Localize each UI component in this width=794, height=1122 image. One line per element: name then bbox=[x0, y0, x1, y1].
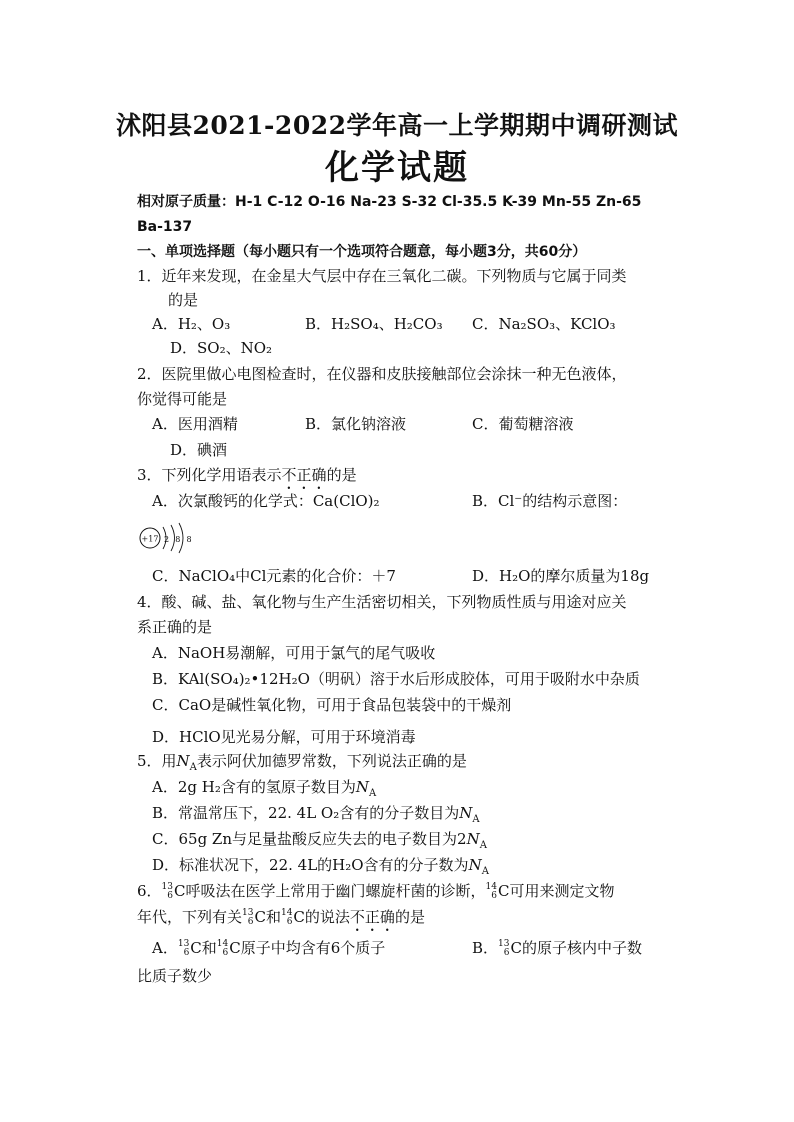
atomic-number: 6 bbox=[167, 891, 173, 901]
atomic-mass-values: H-1 C-12 O-16 Na-23 S-32 Cl-35.5 K-39 Mn-55 Zn-65 bbox=[235, 194, 642, 210]
chloride-ion-structure-diagram bbox=[138, 518, 202, 558]
q5-option-c-text: C．65g Zn与足量盐酸反应失去的电子数目为2 bbox=[152, 830, 467, 848]
element-symbol: C bbox=[510, 939, 522, 957]
q5-option-a-na-sub: A bbox=[368, 788, 377, 799]
q6-option-a bbox=[152, 938, 385, 958]
q6-stem-part4: 的说法 bbox=[304, 908, 350, 926]
mass-number: 13 bbox=[242, 908, 254, 918]
option-letter: A． bbox=[152, 939, 178, 957]
q2-option-b: B．氯化钠溶液 bbox=[305, 415, 407, 433]
atomic-number: 6 bbox=[503, 948, 510, 958]
q5-option-d-na-sub: A bbox=[481, 866, 489, 877]
q6-option-b-cont: 比质子数少 bbox=[137, 967, 213, 985]
q5-option-d-na: N bbox=[468, 856, 482, 874]
q5-option-b-na: N bbox=[459, 804, 473, 822]
isotope-c13 bbox=[498, 940, 509, 958]
q6-stem-part2: 可用来测定文物 bbox=[509, 882, 615, 900]
q3-option-a: A．次氯酸钙的化学式：Ca(ClO)₂ bbox=[152, 492, 380, 510]
q3-option-c: C．NaClO₄中Cl元素的化合价：＋7 bbox=[152, 567, 396, 585]
q2-stem: 2．医院里做心电图检查时，在仪器和皮肤接触部位会涂抹一种无色液体， bbox=[137, 365, 627, 383]
q1-stem: 1．近年来发现，在金星大气层中存在三氧化二碳。下列物质与它属于同类 bbox=[137, 267, 627, 285]
atomic-number: 6 bbox=[286, 917, 293, 927]
atomic-mass-label: 相对原子质量： bbox=[137, 194, 235, 210]
q5-na-subscript: A bbox=[189, 762, 197, 773]
mass-number: 13 bbox=[161, 882, 173, 892]
q6-number: 6． bbox=[137, 882, 162, 900]
electron-counts: 2 8 8 bbox=[164, 535, 194, 544]
q2-option-d: D．碘酒 bbox=[170, 441, 228, 459]
nucleus-charge: +17 bbox=[141, 534, 159, 544]
q5-option-a-na: N bbox=[355, 778, 369, 796]
q1-option-d: D．SO₂、NO₂ bbox=[170, 339, 273, 357]
subject-title: 化学试题 bbox=[325, 148, 469, 188]
q6-option-a-text: 原子中均含有6个质子 bbox=[240, 939, 386, 957]
element-symbol: C bbox=[190, 939, 202, 957]
q5-na-symbol: N bbox=[176, 752, 190, 770]
exam-title: 沭阳县2021-2022学年高一上学期期中调研测试 bbox=[115, 111, 679, 140]
atomic-mass-line-2: Ba-137 bbox=[137, 219, 193, 235]
q1-option-b: B．H₂SO₄、H₂CO₃ bbox=[305, 315, 443, 333]
q5-option-b-text: B．常温常压下，22. 4L O₂含有的分子数目为 bbox=[152, 804, 460, 822]
q6-stem-cont bbox=[137, 907, 425, 935]
q4-stem: 4．酸、碱、盐、氧化物与生产生活密切相关，下列物质性质与用途对应关 bbox=[137, 593, 627, 611]
q5-option-b-na-sub: A bbox=[472, 814, 480, 825]
atomic-mass-line bbox=[137, 192, 641, 212]
q5-option-c bbox=[152, 829, 487, 856]
q6-stem-part3: 年代，下列有关 bbox=[137, 908, 243, 926]
mass-number: 14 bbox=[216, 939, 229, 949]
q6-option-b bbox=[472, 938, 642, 958]
mass-number: 13 bbox=[177, 939, 190, 949]
isotope-c14 bbox=[486, 883, 497, 901]
atomic-number: 6 bbox=[247, 917, 254, 927]
q4-option-a: A．NaOH易潮解，可用于氯气的尾气吸收 bbox=[152, 644, 436, 662]
atomic-number: 6 bbox=[491, 891, 497, 901]
element-symbol: C bbox=[293, 908, 305, 926]
q3-stem-emphasis: 不正确 bbox=[281, 466, 327, 484]
q1-option-a: A．H₂、O₃ bbox=[152, 315, 231, 333]
conjunction: 和 bbox=[201, 939, 217, 957]
q6-stem bbox=[137, 881, 614, 901]
q2-stem-cont: 你觉得可能是 bbox=[137, 390, 228, 408]
section-heading: 一、单项选择题（每小题只有一个选项符合题意，每小题3分，共60分） bbox=[137, 244, 587, 260]
q3-stem-pre: 3．下列化学用语表示 bbox=[137, 466, 282, 484]
isotope-c14 bbox=[217, 940, 228, 958]
q2-option-c: C．葡萄糖溶液 bbox=[472, 415, 574, 433]
isotope-c14 bbox=[281, 909, 292, 927]
conjunction: 和 bbox=[265, 908, 281, 926]
q5-option-c-na: N bbox=[466, 830, 480, 848]
mass-number: 13 bbox=[498, 939, 510, 949]
q3-stem bbox=[137, 465, 357, 493]
isotope-c13 bbox=[162, 883, 173, 901]
q5-stem-pre: 5．用 bbox=[137, 752, 177, 770]
q5-stem bbox=[137, 751, 467, 778]
element-symbol: C bbox=[254, 908, 266, 926]
isotope-c13 bbox=[178, 940, 189, 958]
q5-option-d bbox=[152, 855, 489, 882]
q4-option-d: D．HClO见光易分解，可用于环境消毒 bbox=[152, 728, 416, 746]
option-letter: B． bbox=[472, 939, 499, 957]
q1-option-c: C．Na₂SO₃、KClO₃ bbox=[472, 315, 616, 333]
q2-option-a: A．医用酒精 bbox=[152, 415, 238, 433]
element-symbol: C bbox=[174, 882, 186, 900]
q4-option-c: C．CaO是碱性氧化物，可用于食品包装袋中的干燥剂 bbox=[152, 696, 512, 714]
element-symbol: C bbox=[229, 939, 241, 957]
q6-stem-emphasis: 不正确 bbox=[349, 908, 395, 926]
q6-stem-part5: 的是 bbox=[394, 908, 425, 926]
q5-option-d-text: D．标准状况下，22. 4L的H₂O含有的分子数为 bbox=[152, 856, 469, 874]
element-symbol: C bbox=[497, 882, 510, 900]
isotope-c13 bbox=[242, 909, 253, 927]
q5-option-a bbox=[152, 777, 376, 804]
q4-option-b: B．KAl(SO₄)₂•12H₂O（明矾）溶于水后形成胶体，可用于吸附水中杂质 bbox=[152, 670, 640, 688]
atomic-number: 6 bbox=[183, 948, 190, 958]
q4-stem-cont: 系正确的是 bbox=[137, 618, 213, 636]
mass-number: 14 bbox=[280, 908, 293, 918]
q5-option-a-text: A．2g H₂含有的氢原子数目为 bbox=[152, 778, 356, 796]
q3-option-b: B．Cl⁻的结构示意图： bbox=[472, 492, 628, 510]
q3-option-d: D．H₂O的摩尔质量为18g bbox=[472, 567, 650, 585]
mass-number: 14 bbox=[485, 882, 497, 892]
q6-option-b-text: 的原子核内中子数 bbox=[521, 939, 642, 957]
q6-stem-part1: 呼吸法在医学上常用于幽门螺旋杆菌的诊断， bbox=[185, 882, 486, 900]
atomic-number: 6 bbox=[222, 948, 229, 958]
q5-stem-post: 表示阿伏加德罗常数，下列说法正确的是 bbox=[196, 752, 467, 770]
q1-stem-cont: 的是 bbox=[168, 291, 199, 309]
q3-stem-post: 的是 bbox=[326, 466, 357, 484]
q5-option-b bbox=[152, 803, 480, 830]
q5-option-c-na-sub: A bbox=[479, 840, 487, 851]
